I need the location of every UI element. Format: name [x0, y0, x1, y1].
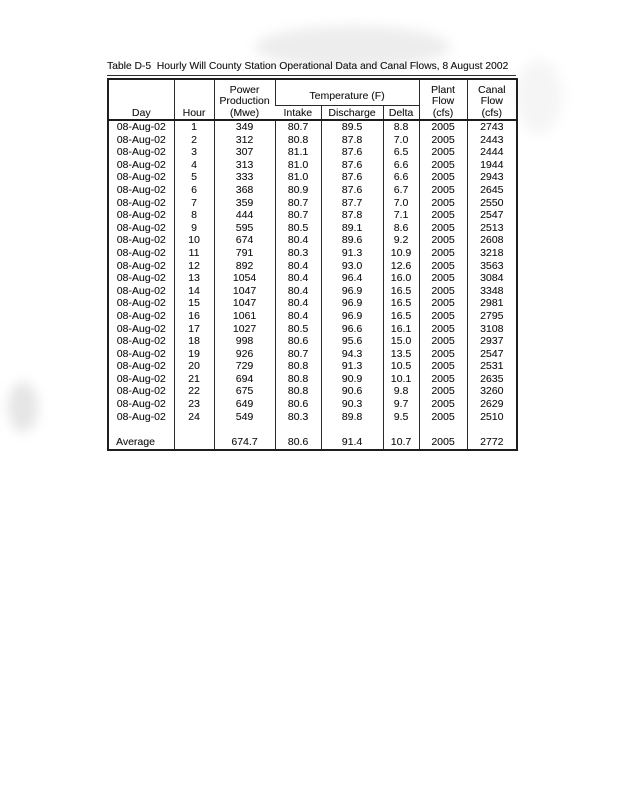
cell-discharge: 96.9 — [321, 297, 383, 310]
cell-plant-flow: 2005 — [419, 385, 467, 398]
cell-power: 649 — [214, 398, 275, 411]
table-row — [108, 247, 517, 260]
header-intake: Intake — [283, 106, 313, 119]
cell-hour: 19 — [174, 348, 214, 361]
average-canal-flow: 2772 — [467, 435, 517, 450]
table-row — [108, 348, 517, 361]
cell-delta: 7.0 — [383, 134, 419, 147]
cell-intake: 80.9 — [275, 184, 321, 197]
spacer-cell — [275, 423, 321, 435]
cell-hour: 23 — [174, 398, 214, 411]
cell-plant-flow: 2005 — [419, 171, 467, 184]
table-row — [108, 411, 517, 424]
cell-canal-flow: 2629 — [467, 398, 517, 411]
cell-canal-flow: 2547 — [467, 348, 517, 361]
table-row — [108, 360, 517, 373]
cell-plant-flow: 2005 — [419, 411, 467, 424]
cell-day: 08-Aug-02 — [116, 133, 166, 146]
cell-intake: 81.0 — [275, 159, 321, 172]
cell-canal-flow: 3084 — [467, 272, 517, 285]
cell-plant-flow: 2005 — [419, 323, 467, 336]
average-power: 674.7 — [214, 435, 275, 450]
average-hour — [174, 435, 214, 450]
cell-delta: 6.5 — [383, 146, 419, 159]
cell-delta: 7.1 — [383, 209, 419, 222]
header-hour: Hour — [174, 79, 214, 120]
cell-discharge: 87.6 — [321, 159, 383, 172]
cell-power: 892 — [214, 260, 275, 273]
cell-day: 08-Aug-02 — [116, 183, 166, 196]
cell-power: 312 — [214, 134, 275, 147]
header-plant-line3: (cfs) — [432, 106, 454, 119]
header-plant-line2: Flow — [431, 95, 455, 107]
cell-intake: 80.4 — [275, 260, 321, 273]
cell-plant-flow: 2005 — [419, 159, 467, 172]
header-delta: Delta — [383, 105, 419, 120]
cell-power: 675 — [214, 385, 275, 398]
header-plant-line1: Plant — [431, 83, 455, 96]
cell-intake: 80.3 — [275, 247, 321, 260]
cell-plant-flow: 2005 — [419, 297, 467, 310]
cell-power: 1054 — [214, 272, 275, 285]
spacer-cell — [383, 423, 419, 435]
cell-canal-flow: 3108 — [467, 323, 517, 336]
spacer-cell — [321, 423, 383, 435]
cell-day: 08-Aug-02 — [116, 322, 166, 335]
cell-plant-flow: 2005 — [419, 285, 467, 298]
average-discharge: 91.4 — [321, 435, 383, 450]
cell-intake: 80.4 — [275, 285, 321, 298]
average-intake: 80.6 — [275, 435, 321, 450]
cell-intake: 80.4 — [275, 310, 321, 323]
cell-plant-flow: 2005 — [419, 134, 467, 147]
cell-delta: 10.1 — [383, 373, 419, 386]
operational-data-table — [107, 78, 518, 451]
table-row — [108, 385, 517, 398]
table-row — [108, 171, 517, 184]
cell-day: 08-Aug-02 — [116, 234, 166, 247]
cell-power: 349 — [214, 120, 275, 134]
table-title: Table D-5 Hourly Will County Station Operational Data and Canal Flows, 8 August 2002 — [107, 61, 516, 76]
average-label: Average — [116, 436, 155, 449]
cell-power: 595 — [214, 222, 275, 235]
cell-discharge: 90.3 — [321, 398, 383, 411]
cell-delta: 16.5 — [383, 297, 419, 310]
cell-delta: 10.9 — [383, 247, 419, 260]
cell-power: 549 — [214, 411, 275, 424]
cell-discharge: 89.1 — [321, 222, 383, 235]
cell-hour: 9 — [174, 222, 214, 235]
cell-day: 08-Aug-02 — [116, 360, 166, 373]
cell-hour: 18 — [174, 335, 214, 348]
cell-canal-flow: 2743 — [467, 120, 517, 134]
cell-canal-flow: 3260 — [467, 385, 517, 398]
cell-discharge: 87.6 — [321, 146, 383, 159]
cell-intake: 81.0 — [275, 171, 321, 184]
cell-plant-flow: 2005 — [419, 184, 467, 197]
cell-plant-flow: 2005 — [419, 260, 467, 273]
cell-hour: 20 — [174, 360, 214, 373]
cell-intake: 80.8 — [275, 360, 321, 373]
header-plant-flow — [419, 79, 467, 120]
table-row — [108, 222, 517, 235]
cell-hour: 5 — [174, 171, 214, 184]
cell-plant-flow: 2005 — [419, 247, 467, 260]
cell-day: 08-Aug-02 — [116, 221, 166, 234]
cell-hour: 8 — [174, 209, 214, 222]
cell-power: 307 — [214, 146, 275, 159]
cell-hour: 13 — [174, 272, 214, 285]
spacer-row — [108, 423, 517, 435]
cell-discharge: 93.0 — [321, 260, 383, 273]
cell-discharge: 96.9 — [321, 310, 383, 323]
cell-intake: 80.3 — [275, 411, 321, 424]
header-canal-line3: (cfs) — [481, 106, 502, 119]
cell-delta: 15.0 — [383, 335, 419, 348]
cell-day: 08-Aug-02 — [116, 196, 166, 209]
table-row — [108, 260, 517, 273]
cell-power: 444 — [214, 209, 275, 222]
header-day: Day — [131, 106, 151, 119]
cell-delta: 8.8 — [383, 120, 419, 134]
cell-power: 998 — [214, 335, 275, 348]
cell-plant-flow: 2005 — [419, 146, 467, 159]
cell-hour: 4 — [174, 159, 214, 172]
cell-discharge: 89.5 — [321, 120, 383, 134]
cell-discharge: 87.6 — [321, 184, 383, 197]
cell-plant-flow: 2005 — [419, 234, 467, 247]
table-row — [108, 159, 517, 172]
cell-plant-flow: 2005 — [419, 398, 467, 411]
cell-hour: 11 — [174, 247, 214, 260]
cell-discharge: 91.3 — [321, 247, 383, 260]
cell-delta: 16.0 — [383, 272, 419, 285]
cell-canal-flow: 2443 — [467, 134, 517, 147]
table-row — [108, 209, 517, 222]
cell-plant-flow: 2005 — [419, 348, 467, 361]
cell-day: 08-Aug-02 — [116, 410, 166, 423]
cell-plant-flow: 2005 — [419, 272, 467, 285]
cell-day: 08-Aug-02 — [116, 158, 166, 171]
cell-intake: 80.6 — [275, 335, 321, 348]
cell-intake: 80.4 — [275, 297, 321, 310]
cell-canal-flow: 2547 — [467, 209, 517, 222]
cell-canal-flow: 3348 — [467, 285, 517, 298]
cell-power: 926 — [214, 348, 275, 361]
table-row — [108, 120, 517, 134]
cell-discharge: 90.9 — [321, 373, 383, 386]
table-row — [108, 134, 517, 147]
spacer-cell — [467, 423, 517, 435]
cell-canal-flow: 2608 — [467, 234, 517, 247]
cell-power: 333 — [214, 171, 275, 184]
cell-delta: 9.5 — [383, 411, 419, 424]
cell-intake: 80.7 — [275, 348, 321, 361]
cell-intake: 80.8 — [275, 385, 321, 398]
cell-day: 08-Aug-02 — [116, 272, 166, 285]
cell-canal-flow: 2943 — [467, 171, 517, 184]
cell-delta: 10.5 — [383, 360, 419, 373]
cell-intake: 80.7 — [275, 120, 321, 134]
header-canal-flow — [467, 79, 517, 120]
cell-intake: 80.4 — [275, 272, 321, 285]
cell-discharge: 94.3 — [321, 348, 383, 361]
cell-hour: 1 — [174, 120, 214, 134]
cell-power: 368 — [214, 184, 275, 197]
cell-power: 359 — [214, 197, 275, 210]
cell-canal-flow: 2937 — [467, 335, 517, 348]
cell-canal-flow: 2550 — [467, 197, 517, 210]
average-plant-flow: 2005 — [419, 435, 467, 450]
cell-discharge: 87.8 — [321, 209, 383, 222]
cell-intake: 80.7 — [275, 209, 321, 222]
header-temperature-group: Temperature (F) — [275, 79, 419, 105]
cell-plant-flow: 2005 — [419, 197, 467, 210]
cell-canal-flow: 2981 — [467, 297, 517, 310]
header-power-line3: (Mwe) — [229, 106, 260, 119]
cell-power: 674 — [214, 234, 275, 247]
cell-hour: 24 — [174, 411, 214, 424]
cell-canal-flow: 1944 — [467, 159, 517, 172]
cell-delta: 16.5 — [383, 285, 419, 298]
table-row — [108, 323, 517, 336]
cell-delta: 8.6 — [383, 222, 419, 235]
cell-hour: 17 — [174, 323, 214, 336]
cell-hour: 22 — [174, 385, 214, 398]
cell-intake: 80.8 — [275, 373, 321, 386]
cell-plant-flow: 2005 — [419, 222, 467, 235]
scan-smudge — [8, 382, 38, 432]
cell-plant-flow: 2005 — [419, 373, 467, 386]
cell-canal-flow: 2645 — [467, 184, 517, 197]
cell-discharge: 95.6 — [321, 335, 383, 348]
cell-plant-flow: 2005 — [419, 120, 467, 134]
cell-power: 1061 — [214, 310, 275, 323]
cell-delta: 6.6 — [383, 159, 419, 172]
cell-discharge: 87.7 — [321, 197, 383, 210]
table-row — [108, 335, 517, 348]
cell-canal-flow: 3218 — [467, 247, 517, 260]
table-row — [108, 272, 517, 285]
table-row — [108, 285, 517, 298]
cell-plant-flow: 2005 — [419, 310, 467, 323]
scan-smudge — [516, 60, 562, 134]
header-power-line2: Production — [219, 95, 270, 107]
cell-power: 791 — [214, 247, 275, 260]
table-body — [108, 120, 517, 423]
cell-day: 08-Aug-02 — [116, 284, 166, 297]
table-row — [108, 297, 517, 310]
cell-day: 08-Aug-02 — [116, 171, 166, 184]
cell-hour: 14 — [174, 285, 214, 298]
cell-plant-flow: 2005 — [419, 209, 467, 222]
cell-plant-flow: 2005 — [419, 335, 467, 348]
cell-day: 08-Aug-02 — [116, 398, 166, 411]
spacer-cell — [419, 423, 467, 435]
cell-delta: 6.6 — [383, 171, 419, 184]
cell-canal-flow: 2795 — [467, 310, 517, 323]
cell-hour: 15 — [174, 297, 214, 310]
cell-delta: 16.1 — [383, 323, 419, 336]
cell-delta: 16.5 — [383, 310, 419, 323]
header-discharge: Discharge — [321, 105, 383, 120]
cell-discharge: 96.4 — [321, 272, 383, 285]
cell-canal-flow: 2444 — [467, 146, 517, 159]
table-row — [108, 197, 517, 210]
cell-hour: 12 — [174, 260, 214, 273]
cell-discharge: 96.9 — [321, 285, 383, 298]
spacer-cell — [108, 423, 174, 435]
cell-delta: 7.0 — [383, 197, 419, 210]
cell-intake: 80.5 — [275, 222, 321, 235]
cell-delta: 9.2 — [383, 234, 419, 247]
header-power-line1: Power — [229, 83, 260, 96]
table-row — [108, 184, 517, 197]
table-row — [108, 310, 517, 323]
cell-discharge: 89.8 — [321, 411, 383, 424]
cell-hour: 6 — [174, 184, 214, 197]
cell-discharge: 91.3 — [321, 360, 383, 373]
table-row — [108, 146, 517, 159]
cell-power: 1047 — [214, 285, 275, 298]
cell-delta: 13.5 — [383, 348, 419, 361]
cell-day: 08-Aug-02 — [116, 385, 166, 398]
cell-discharge: 87.8 — [321, 134, 383, 147]
cell-hour: 2 — [174, 134, 214, 147]
cell-hour: 16 — [174, 310, 214, 323]
cell-day: 08-Aug-02 — [116, 335, 166, 348]
cell-delta: 6.7 — [383, 184, 419, 197]
cell-intake: 80.8 — [275, 134, 321, 147]
cell-discharge: 96.6 — [321, 323, 383, 336]
cell-delta: 9.8 — [383, 385, 419, 398]
cell-power: 1027 — [214, 323, 275, 336]
header-canal-line1: Canal — [478, 83, 506, 96]
cell-intake: 80.4 — [275, 234, 321, 247]
cell-plant-flow: 2005 — [419, 360, 467, 373]
cell-hour: 7 — [174, 197, 214, 210]
cell-power: 694 — [214, 373, 275, 386]
cell-power: 313 — [214, 159, 275, 172]
spacer-cell — [214, 423, 275, 435]
cell-power: 729 — [214, 360, 275, 373]
cell-delta: 9.7 — [383, 398, 419, 411]
cell-intake: 81.1 — [275, 146, 321, 159]
cell-hour: 10 — [174, 234, 214, 247]
cell-day: 08-Aug-02 — [116, 121, 166, 133]
cell-canal-flow: 3563 — [467, 260, 517, 273]
cell-hour: 3 — [174, 146, 214, 159]
spacer-cell — [174, 423, 214, 435]
cell-hour: 21 — [174, 373, 214, 386]
cell-day: 08-Aug-02 — [116, 309, 166, 322]
header-power-production — [214, 79, 275, 120]
cell-discharge: 87.6 — [321, 171, 383, 184]
average-delta: 10.7 — [383, 435, 419, 450]
cell-day: 08-Aug-02 — [116, 372, 166, 385]
average-row — [108, 435, 517, 450]
cell-intake: 80.5 — [275, 323, 321, 336]
table-row — [108, 398, 517, 411]
cell-canal-flow: 2513 — [467, 222, 517, 235]
cell-discharge: 89.6 — [321, 234, 383, 247]
cell-day: 08-Aug-02 — [116, 347, 166, 360]
cell-canal-flow: 2510 — [467, 411, 517, 424]
cell-canal-flow: 2531 — [467, 360, 517, 373]
cell-delta: 12.6 — [383, 260, 419, 273]
cell-intake: 80.6 — [275, 398, 321, 411]
cell-canal-flow: 2635 — [467, 373, 517, 386]
table-footer — [108, 423, 517, 450]
cell-day: 08-Aug-02 — [116, 246, 166, 259]
table-row — [108, 234, 517, 247]
header-canal-line2: Flow — [480, 95, 503, 107]
cell-day: 08-Aug-02 — [116, 259, 166, 272]
cell-discharge: 90.6 — [321, 385, 383, 398]
cell-intake: 80.7 — [275, 197, 321, 210]
table-header — [108, 79, 517, 120]
table-row — [108, 373, 517, 386]
cell-power: 1047 — [214, 297, 275, 310]
cell-day: 08-Aug-02 — [116, 209, 166, 222]
cell-day: 08-Aug-02 — [116, 146, 166, 159]
cell-day: 08-Aug-02 — [116, 297, 166, 310]
